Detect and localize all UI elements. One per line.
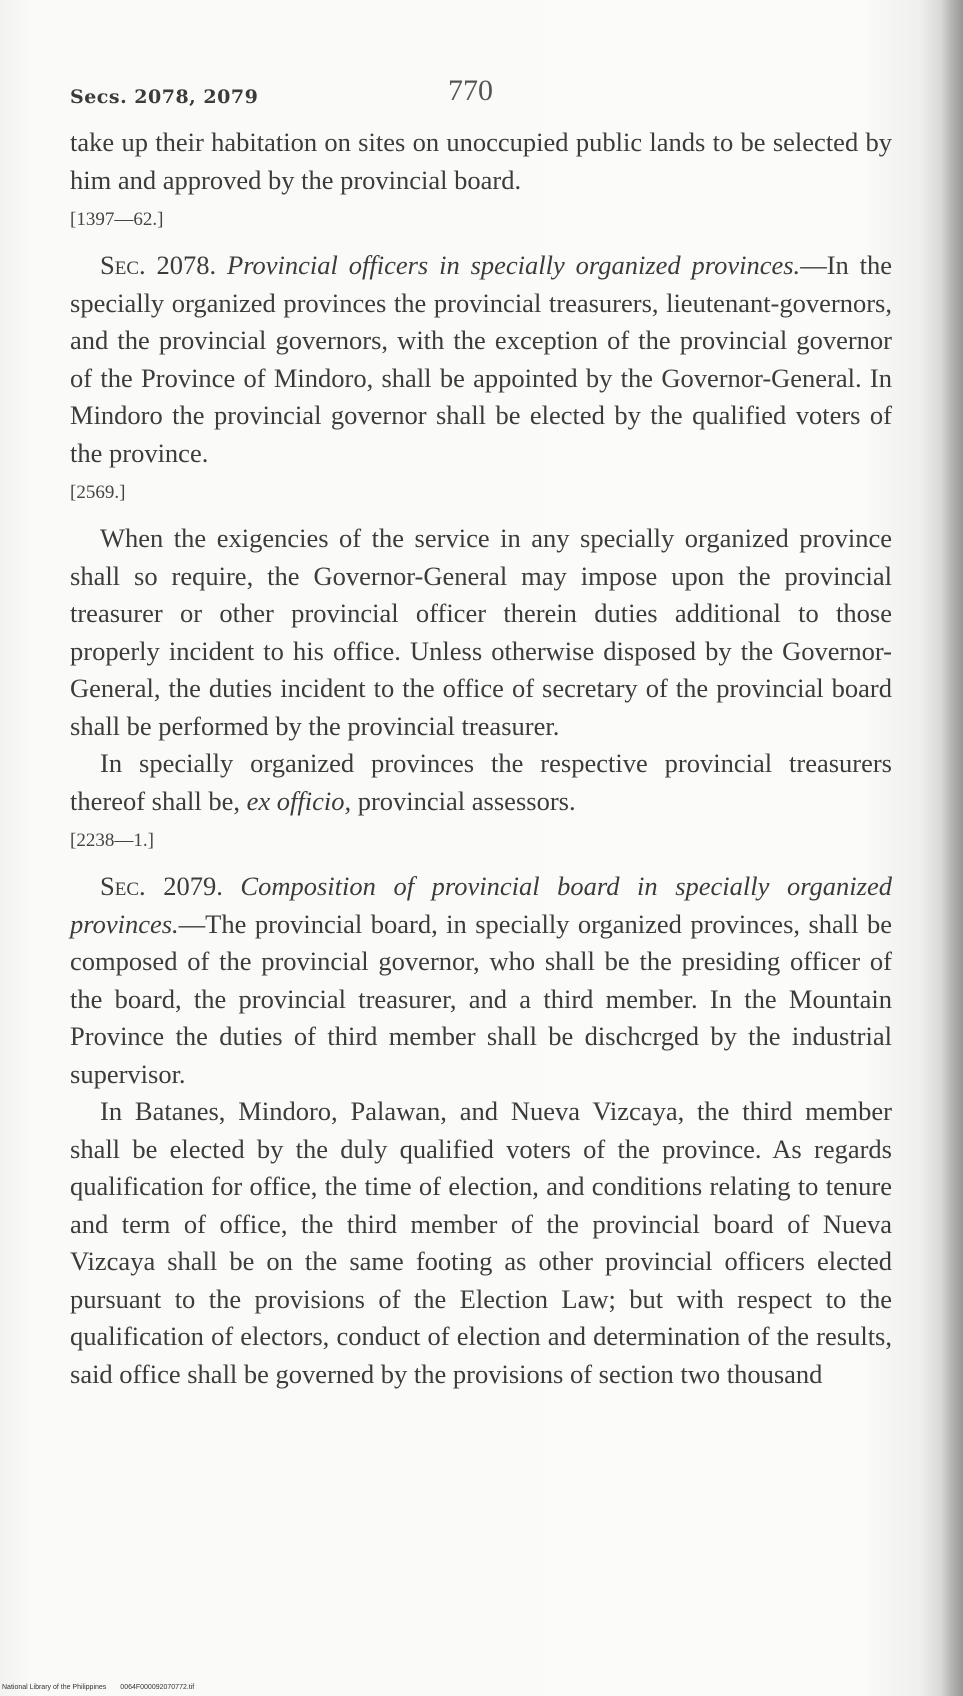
section-2078-body: —In the specially organized provinces the provincial treasurers, lieutenant-governors, and the provincial governors, with the exception of the provincial governor of the Province of Mindoro, shall be appointed by the Governor-General. In Mindoro the provincial governor shall be elected by the qualified voters of the province.: [70, 250, 892, 468]
ex-officio: ex officio,: [246, 785, 352, 816]
paragraph-assessors: [70, 745, 892, 820]
running-header: [70, 70, 892, 116]
page-content: [70, 70, 892, 1393]
paragraph-continuation: take up their habitation on sites on unoccupied public lands to be selected by him and approved by the provincial board.: [70, 127, 892, 195]
section-2079: [70, 868, 892, 1093]
footer-code: 0064F000092070772.tif: [120, 1684, 195, 1691]
paragraph-exigencies: When the exigencies of the service in any specially organized province shall so require, the Governor-General may impose upon the provincial treasurer or other provincial officer therein duties additional to those properly incident to his office. Unless otherwise disposed by the Governor-General, the duties incident to the office of secretary of the provincial board shall be performed by the provincial treasurer.: [70, 523, 892, 741]
paragraph-batanes: In Batanes, Mindoro, Palawan, and Nueva Vizcaya, the third member shall be elected by the duly qualified voters of the province. As regards qualification for office, the time of election, and conditions relating to tenure and term of office, the third member of the provincial board of Nueva Vizcaya shall be on the same footing as other provincial officers elected pursuant to the provisions of the Election Law; but with respect to the qualification of electors, conduct of election and determination of the results, said office shall be governed by the provisions of section two thousand: [70, 1096, 892, 1389]
section-range: Secs. 2078, 2079: [70, 86, 259, 108]
scan-footer: [2, 1684, 208, 1691]
paragraph-assessors-end: provincial assessors.: [351, 785, 576, 816]
section-2079-title: Composition of provincial board in specially organized provinces.: [70, 871, 892, 939]
page-number: 770: [448, 74, 493, 107]
section-2079-number: Sec. 2079.: [100, 871, 223, 901]
section-2079-body: —The provincial board, in specially organized provinces, shall be composed of the provincial governor, who shall be the presiding officer of the board, the provincial treasurer, and a third member. In the Mountain Province the duties of third member shall be dischcrged by the industrial supervisor.: [70, 908, 892, 1089]
page-edge-shadow: [941, 0, 963, 1696]
footer-library: National Library of the Philippines: [2, 1684, 107, 1691]
paragraph-assessors-start: In specially organized provinces the respective provincial treasurers thereof shall be,: [70, 748, 892, 816]
citation-2238: [2238—1.]: [70, 830, 154, 851]
section-2078-number: Sec. 2078.: [100, 250, 217, 280]
section-2078: [70, 247, 892, 472]
citation-2569: [2569.]: [70, 482, 126, 503]
section-2078-title: Provincial officers in specially organized provinces.: [227, 250, 801, 280]
citation-1397: [1397—62.]: [70, 209, 164, 230]
